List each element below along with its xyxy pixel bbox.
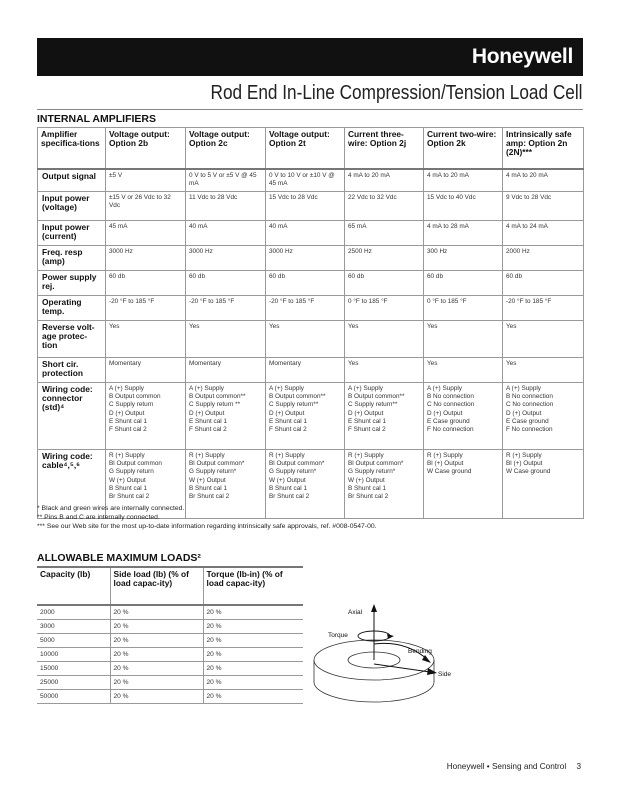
- option-header: Voltage output: Option 2b: [106, 128, 186, 170]
- table-row: [38, 221, 584, 246]
- table-cell: 15 Vdc to 40 Vdc: [424, 192, 503, 221]
- page-number: 3: [576, 762, 581, 771]
- option-header: Intrinsically safe amp: Option 2n (2N)***: [503, 128, 584, 170]
- table-cell: -20 °F to 185 °F: [186, 296, 266, 321]
- internal-amplifiers-table: [37, 127, 584, 519]
- table-cell: Yes: [424, 358, 503, 383]
- table-cell: 20 %: [203, 676, 303, 690]
- title-divider: [37, 109, 583, 110]
- table-cell: 15 Vdc to 28 Vdc: [266, 192, 345, 221]
- table-cell: 0 °F to 185 °F: [424, 296, 503, 321]
- table-cell: R (+) Supply Bl (+) Output W Case ground: [503, 450, 584, 519]
- table-cell: 4 mA to 20 mA: [503, 169, 584, 192]
- table-cell: 25000: [37, 676, 110, 690]
- table-cell: 2500 Hz: [345, 246, 424, 271]
- row-label: Wiring code: cable⁴,⁵,⁶: [38, 450, 106, 519]
- table-cell: 20 %: [110, 662, 203, 676]
- row-label: Input power (current): [38, 221, 106, 246]
- table-row: [38, 358, 584, 383]
- table-row: [37, 662, 303, 676]
- row-label: Reverse volt-age protec-tion: [38, 321, 106, 358]
- table-cell: A (+) Supply B Output common** C Supply return** D (+) Output E Shunt cal 1 F Shunt cal 2: [266, 383, 345, 450]
- table-cell: A (+) Supply B Output common** C Supply return** D (+) Output E Shunt cal 1 F Shunt cal 2: [345, 383, 424, 450]
- table-cell: Yes: [345, 321, 424, 358]
- table-footnotes: [37, 504, 377, 532]
- table-cell: -20 °F to 185 °F: [503, 296, 584, 321]
- table-cell: 10000: [37, 648, 110, 662]
- header-bar: [37, 38, 583, 76]
- table-cell: A (+) Supply B Output common C Supply return D (+) Output E Shunt cal 1 F Shunt cal 2: [106, 383, 186, 450]
- table-cell: 20 %: [110, 690, 203, 704]
- table-cell: 60 db: [345, 271, 424, 296]
- table-row: [38, 383, 584, 450]
- table-row: [38, 321, 584, 358]
- table-cell: 4 mA to 28 mA: [424, 221, 503, 246]
- table-cell: Yes: [106, 321, 186, 358]
- table-cell: 5000: [37, 634, 110, 648]
- column-header: Capacity (lb): [37, 567, 110, 605]
- table-cell: ±15 V or 26 Vdc to 32 Vdc: [106, 192, 186, 221]
- table-cell: 3000: [37, 620, 110, 634]
- axial-label: Axial: [348, 609, 363, 616]
- table-cell: 60 db: [503, 271, 584, 296]
- option-header: Voltage output: Option 2t: [266, 128, 345, 170]
- table-cell: R (+) Supply Bl Output common* G Supply return* W (+) Output B Shunt cal 1 Br Shunt cal 2: [345, 450, 424, 519]
- table-cell: 20 %: [110, 620, 203, 634]
- row-label: Wiring code: connector (std)⁴: [38, 383, 106, 450]
- table-cell: 20 %: [203, 662, 303, 676]
- table-cell: 22 Vdc to 32 Vdc: [345, 192, 424, 221]
- table-cell: 0 °F to 185 °F: [345, 296, 424, 321]
- table-cell: 0 V to 10 V or ±10 V @ 45 mA: [266, 169, 345, 192]
- table-cell: 20 %: [203, 634, 303, 648]
- table-cell: Yes: [266, 321, 345, 358]
- table-cell: 20 %: [110, 605, 203, 620]
- footer-text: Honeywell • Sensing and Control: [446, 762, 567, 771]
- table-cell: 20 %: [203, 605, 303, 620]
- table-cell: R (+) Supply Bl Output common G Supply return W (+) Output B Shunt cal 1 Br Shunt cal 2: [106, 450, 186, 519]
- option-header: Voltage output: Option 2c: [186, 128, 266, 170]
- table-cell: Yes: [503, 321, 584, 358]
- table-row: [37, 634, 303, 648]
- table-cell: R (+) Supply Bl (+) Output W Case ground: [424, 450, 503, 519]
- table-cell: 2000 Hz: [503, 246, 584, 271]
- footnote: *** See our Web site for the most up-to-date information regarding intrinsically safe approvals, ref. #008-0547-00.: [37, 523, 377, 531]
- table-cell: Yes: [424, 321, 503, 358]
- table-cell: 20 %: [110, 648, 203, 662]
- table-cell: 4 mA to 20 mA: [424, 169, 503, 192]
- table-cell: Momentary: [106, 358, 186, 383]
- option-header: Current two-wire: Option 2k: [424, 128, 503, 170]
- table-cell: 11 Vdc to 28 Vdc: [186, 192, 266, 221]
- table-cell: -20 °F to 185 °F: [106, 296, 186, 321]
- row-label: Short cir. protection: [38, 358, 106, 383]
- table-row: [38, 271, 584, 296]
- table-cell: 40 mA: [186, 221, 266, 246]
- row-label: Input power (voltage): [38, 192, 106, 221]
- table-cell: Yes: [186, 321, 266, 358]
- table-cell: A (+) Supply B Output common** C Supply return ** D (+) Output E Shunt cal 1 F Shunt cal 2: [186, 383, 266, 450]
- table-cell: 60 db: [106, 271, 186, 296]
- row-label: Power supply rej.: [38, 271, 106, 296]
- table-cell: 60 db: [424, 271, 503, 296]
- page-footer: [447, 762, 581, 771]
- table-cell: Momentary: [186, 358, 266, 383]
- table-cell: 20 %: [203, 620, 303, 634]
- allowable-loads-heading: ALLOWABLE MAXIMUM LOADS²: [37, 552, 201, 564]
- table-cell: 60 db: [266, 271, 345, 296]
- table-cell: 3000 Hz: [106, 246, 186, 271]
- table-row: [37, 690, 303, 704]
- table-cell: Yes: [345, 358, 424, 383]
- honeywell-logo: Honeywell: [471, 45, 573, 68]
- table-cell: A (+) Supply B No connection C No connection D (+) Output E Case ground F No connection: [424, 383, 503, 450]
- table-cell: 3000 Hz: [266, 246, 345, 271]
- table-cell: 20 %: [110, 634, 203, 648]
- table-row: [38, 296, 584, 321]
- footnote: ** Pins B and C are internally connected.: [37, 514, 160, 522]
- table-cell: 15000: [37, 662, 110, 676]
- allowable-loads-table: [37, 566, 303, 704]
- table-row: [38, 192, 584, 221]
- table-cell: Yes: [503, 358, 584, 383]
- document-title: Rod End In-Line Compression/Tension Load Cell: [210, 82, 582, 104]
- table-cell: R (+) Supply Bl Output common* G Supply return* W (+) Output B Shunt cal 1 Br Shunt cal 2: [186, 450, 266, 519]
- table-cell: 4 mA to 24 mA: [503, 221, 584, 246]
- load-direction-diagram: [310, 598, 470, 708]
- torque-label: Torque: [328, 632, 348, 639]
- table-cell: -20 °F to 185 °F: [266, 296, 345, 321]
- loads-header-row: [37, 567, 303, 605]
- header-label: Amplifier specifica-tions: [38, 128, 106, 170]
- bending-label: Bending: [408, 648, 432, 655]
- internal-amplifiers-heading: INTERNAL AMPLIFIERS: [37, 113, 157, 125]
- table-cell: 50000: [37, 690, 110, 704]
- table-row: [37, 605, 303, 620]
- table-cell: 0 V to 5 V or ±5 V @ 45 mA: [186, 169, 266, 192]
- table-cell: A (+) Supply B No connection C No connection D (+) Output E Case ground F No connection: [503, 383, 584, 450]
- table-row: [37, 620, 303, 634]
- side-label: Side: [438, 671, 452, 678]
- column-header: Torque (lb-in) (% of load capac-ity): [203, 567, 303, 605]
- table-cell: 4 mA to 20 mA: [345, 169, 424, 192]
- table-cell: 40 mA: [266, 221, 345, 246]
- footnote: * Black and green wires are internally connected.: [37, 505, 185, 512]
- table-header-row: [38, 128, 584, 170]
- row-label: Output signal: [38, 169, 106, 192]
- table-cell: ±5 V: [106, 169, 186, 192]
- table-cell: 20 %: [203, 690, 303, 704]
- table-cell: 9 Vdc to 28 Vdc: [503, 192, 584, 221]
- table-cell: 20 %: [110, 676, 203, 690]
- table-row: [38, 246, 584, 271]
- row-label: Freq. resp (amp): [38, 246, 106, 271]
- column-header: Side load (lb) (% of load capac-ity): [110, 567, 203, 605]
- table-cell: 300 Hz: [424, 246, 503, 271]
- table-cell: 65 mA: [345, 221, 424, 246]
- table-cell: Momentary: [266, 358, 345, 383]
- table-cell: 3000 Hz: [186, 246, 266, 271]
- table-cell: 2000: [37, 605, 110, 620]
- table-cell: 45 mA: [106, 221, 186, 246]
- row-label: Operating temp.: [38, 296, 106, 321]
- table-cell: 20 %: [203, 648, 303, 662]
- table-row: [38, 169, 584, 192]
- table-cell: R (+) Supply Bl Output common* G Supply return* W (+) Output B Shunt cal 1 Br Shunt cal 2: [266, 450, 345, 519]
- table-row: [37, 676, 303, 690]
- option-header: Current three-wire: Option 2j: [345, 128, 424, 170]
- table-cell: 60 db: [186, 271, 266, 296]
- table-row: [37, 648, 303, 662]
